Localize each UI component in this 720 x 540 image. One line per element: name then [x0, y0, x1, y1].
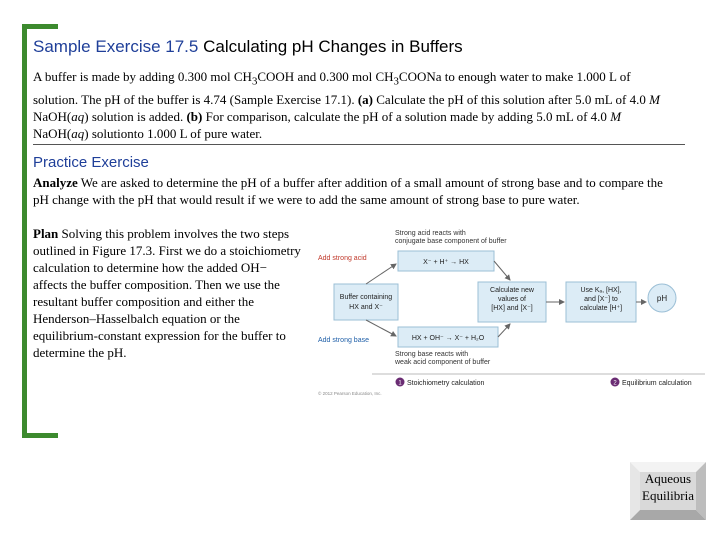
intro-text: Calculate the pH of this solution after 5.0 mL of 4.0: [373, 91, 650, 107]
footer-label: [630, 470, 706, 504]
bottom-note-line1: Strong base reacts with: [395, 351, 469, 358]
molarity-symbol: M: [610, 108, 622, 124]
base-reaction-text: HX + OH⁻ → X⁻ + H₂O: [411, 335, 485, 342]
calc-line3: [HX] and [X⁻]: [491, 305, 533, 312]
ph-label: pH: [656, 294, 668, 303]
top-note-line1: Strong acid reacts with: [395, 230, 466, 237]
footer-line2: Equilibria: [642, 488, 694, 503]
buffer-box: [334, 284, 398, 320]
part-b-label: (b): [186, 108, 203, 124]
divider: [33, 144, 685, 145]
calc-line1: Calculate new: [490, 287, 534, 294]
step1-label: Stoichiometry calculation: [407, 380, 485, 387]
subscript: 3: [251, 75, 258, 88]
base-arrow-out: [498, 324, 510, 337]
intro-text: NaOH(: [33, 108, 72, 124]
plan-text: Solving this problem involves the two steps outlined in Figure 17.3. First we do a stoichiometry calculation to determine how the added OH− affects the buffer composition. Then we use the resultant buffer composition and either the Henderson–Hasselbalch equation or the equilibrium-constant expression for the buffer to determine the pH.: [33, 226, 301, 360]
add-acid-label: Add strong acid: [318, 255, 367, 262]
add-base-label: Add strong base: [318, 337, 369, 344]
calc-line2: values of: [497, 296, 527, 303]
acid-reaction-text: X⁻ + H⁺ → HX: [423, 259, 469, 266]
plan-paragraph: [33, 225, 303, 361]
footer-badge: [630, 462, 706, 520]
title-rest: Calculating pH Changes in Buffers: [198, 37, 463, 56]
intro-text: COOH and 0.300 mol CH: [257, 69, 394, 84]
intro-text: A buffer is made by adding 0.300 mol CH: [33, 69, 252, 84]
intro-text: ) solutionto 1.000 L of pure water.: [84, 125, 263, 141]
page-title: [33, 37, 463, 57]
step2-label: Equilibrium calculation: [622, 380, 692, 387]
buffer-line2: HX and X⁻: [349, 304, 383, 311]
buffer-line1: Buffer containing: [339, 294, 393, 301]
top-note-line2: conjugate base component of buffer: [395, 238, 507, 245]
aq-label: aq: [71, 125, 85, 141]
aq-label: aq: [71, 108, 85, 124]
ka-line2: and [X⁻] to: [584, 296, 618, 303]
intro-text: NaOH(: [33, 125, 72, 141]
intro-text: For comparison, calculate the pH of a solution made by adding 5.0 mL of 4.0: [202, 108, 611, 124]
part-a-label: (a): [357, 91, 373, 107]
molarity-symbol: M: [649, 91, 660, 107]
bottom-note-line2: weak acid component of buffer: [395, 359, 491, 366]
acid-arrow-out: [494, 261, 510, 280]
subscript: 3: [393, 75, 399, 88]
plan-label: Plan: [33, 226, 59, 241]
step1-number: 1: [398, 380, 402, 387]
analyze-label: Analyze: [33, 175, 78, 190]
intro-text: ) solution is added.: [84, 108, 187, 124]
title-highlight: Sample Exercise 17.5: [33, 37, 199, 56]
acid-arrow-in: [366, 264, 396, 284]
base-arrow-in: [366, 320, 396, 336]
intro-text: COONa to enough water to make 1.000 L of solution. The pH of the buffer is 4.74 (Sample Exercise 17.1).: [33, 69, 631, 107]
ka-line3: calculate [H⁺]: [579, 305, 623, 312]
copyright: © 2012 Pearson Education, Inc.: [318, 391, 382, 396]
buffer-flow-diagram: [310, 224, 710, 399]
step2-number: 2: [613, 380, 617, 387]
analyze-text: We are asked to determine the pH of a buffer after addition of a small amount of strong base and to compare the pH change with the pH that would result if we were to add the same amount of strong base to pure water.: [33, 175, 663, 207]
practice-heading: Practice Exercise: [33, 154, 149, 171]
footer-line1: Aqueous: [644, 471, 692, 486]
problem-statement: [33, 68, 673, 142]
analyze-paragraph: [33, 174, 673, 208]
ka-line1: Use Kₐ, [HX],: [580, 287, 622, 294]
